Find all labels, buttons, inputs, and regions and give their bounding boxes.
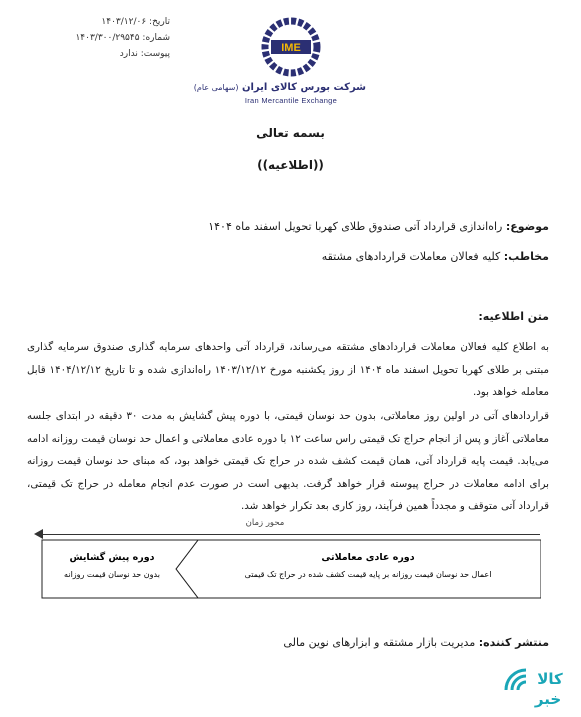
audience-text: کلیه فعالان معاملات قراردادهای مشتقه — [321, 250, 501, 263]
date-row — [30, 14, 170, 30]
document-meta — [30, 14, 170, 62]
company-name-fa: شرکت بورس کالای ایران — [241, 82, 366, 93]
date-value: ۱۴۰۳/۱۲/۰۶ — [101, 17, 147, 27]
attachment-label: پیوست: — [140, 49, 170, 59]
watermark-top: کالا — [537, 670, 563, 688]
audience-label: مخاطب: — [503, 250, 549, 263]
subject-text: راه‌اندازی قرارداد آتی صندوق طلای کهربا تحویل اسفند ماه ۱۴۰۴ — [208, 220, 503, 233]
timeline-axis-line — [42, 534, 540, 535]
kala-khabar-logo — [498, 660, 572, 710]
subject-label: موضوع: — [505, 220, 549, 233]
publisher-text: مدیریت بازار مشتقه و ابزارهای نوین مالی — [283, 636, 476, 649]
phase-pre-desc: بدون حد نوسان قیمت روزانه — [64, 570, 160, 579]
attachment-row — [30, 46, 170, 62]
subject-line — [29, 220, 549, 233]
basmala: بسمه تعالی — [256, 126, 325, 140]
phase-normal-title: دوره عادی معاملاتی — [321, 552, 415, 563]
notice-title: ((اطلاعیه)) — [257, 158, 324, 172]
paragraph-2: قراردادهای آتی در اولین روز معاملاتی، بدون حد نوسان قیمتی، با دوره پیش گشایش به مدت ۳۰ دقیقه در ابتدای جلسه معاملاتی آغاز و پس از انجام حراج تک قیمتی راس ساعت ۱۲ با دوره عادی معاملاتی و اعمال حد نوسان قیمت روزانه ادامه می‌یابد. قیمت پایه قرارداد آتی، همان قیمت کشف شده در حراج تک قیمتی خواهد بود، که مبنای حد نوسان قیمت روزانه برای ادامه معاملات در حراج پیوسته قرار خواهد گرفت. بدیهی است در صورت عدم انجام معامله در حراج تک قیمتی، قرارداد آتی متوقف و مجدداً همین فرآیند، روز کاری بعد تکرار خواهد شد. — [27, 410, 549, 513]
audience-line — [29, 250, 549, 263]
attachment-value: ندارد — [119, 49, 138, 59]
ime-logo-icon — [259, 16, 323, 78]
publisher-line — [283, 636, 549, 649]
phase-normal-shape — [176, 540, 541, 598]
timeline-diagram — [40, 538, 541, 600]
watermark-bottom: خبر — [534, 690, 562, 708]
number-label: شماره: — [142, 33, 170, 43]
company-name — [193, 82, 366, 93]
timeline-axis-label: محور زمان — [245, 518, 285, 528]
number-row — [30, 30, 170, 46]
phase-pre-shape — [42, 540, 198, 598]
phase-pre-title: دوره پیش گشایش — [69, 552, 155, 563]
company-name-suffix: (سهامی عام) — [193, 83, 239, 92]
body-heading: متن اطلاعیه: — [478, 310, 549, 323]
logo-mark: IME — [281, 42, 301, 54]
phase-normal-desc: اعمال حد نوسان قیمت روزانه بر پایه قیمت کشف شده در حراج تک قیمتی — [244, 570, 492, 579]
number-value: ۱۴۰۳/۳۰۰/۲۹۵۴۵ — [75, 33, 140, 43]
company-name-en: Iran Mercantile Exchange — [244, 96, 338, 105]
paragraph-1: به اطلاع کلیه فعالان معاملات قراردادهای مشتقه می‌رساند، قرارداد آتی واحدهای سرمایه گذاری صندوق سرمایه گذاری مبتنی بر طلای کهربا تحویل اسفند ماه ۱۴۰۴ از روز یکشنبه مورخ ۱۴۰۳/۱۲/۱۲ راه‌اندازی شده و تا تاریخ ۱۴۰۴/۱۲/۱۲ قابل معامله خواهد بود. — [27, 341, 549, 399]
company-logo — [193, 16, 366, 106]
publisher-label: منتشر کننده: — [478, 636, 549, 649]
date-label: تاریخ: — [149, 17, 170, 27]
